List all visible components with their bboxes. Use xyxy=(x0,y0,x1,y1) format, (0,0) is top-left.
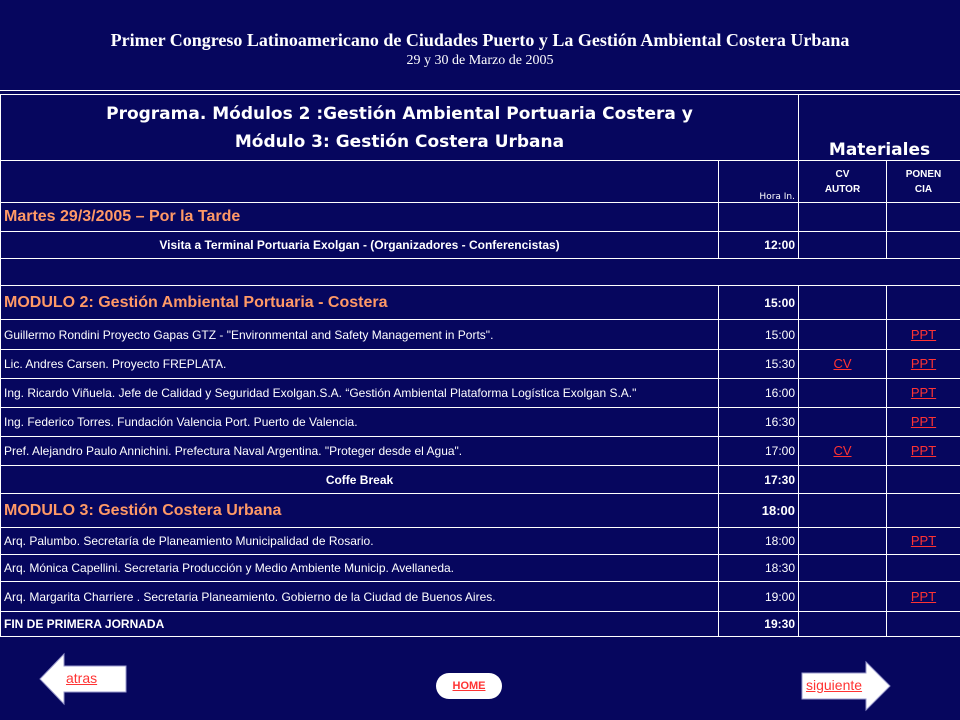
module-row xyxy=(1,494,960,528)
table-row xyxy=(1,555,960,582)
session-time: 16:00 xyxy=(719,379,799,408)
cv-column-header-line1: CV xyxy=(835,168,850,180)
session-time: 17:30 xyxy=(719,466,799,494)
program-heading-line1: Programa. Módulos 2 :Gestión Ambiental Portuaria Costera y xyxy=(106,103,693,124)
empty-cell xyxy=(799,408,887,437)
table-row xyxy=(1,232,960,259)
table-row xyxy=(1,528,960,555)
cv-column-header-line2: AUTOR xyxy=(824,183,861,195)
day-row xyxy=(1,203,960,232)
table-row xyxy=(1,612,960,637)
cv-cell xyxy=(799,350,887,379)
cv-link[interactable]: CV xyxy=(833,443,852,458)
ppt-link[interactable]: PPT xyxy=(910,326,937,342)
empty-cell xyxy=(799,232,887,259)
home-button[interactable]: HOME xyxy=(436,673,502,699)
table-header-row xyxy=(1,95,960,161)
ppt-link[interactable]: PPT xyxy=(910,356,937,371)
conference-title: Primer Congreso Latinoamericano de Ciudades Puerto y La Gestión Ambiental Costera Urbana xyxy=(110,30,850,50)
spacer-cell xyxy=(1,259,960,286)
cv-cell xyxy=(799,437,887,466)
module-3-heading: MODULO 3: Gestión Costera Urbana xyxy=(1,494,719,528)
empty-cell xyxy=(887,612,960,637)
page-header xyxy=(0,0,960,90)
ppt-cell xyxy=(887,528,960,555)
session-time: 18:00 xyxy=(719,528,799,555)
cv-link[interactable]: CV xyxy=(833,356,852,371)
empty-cell xyxy=(887,286,960,320)
program-heading xyxy=(1,95,799,161)
session-time: 15:00 xyxy=(719,286,799,320)
table-subheader-row xyxy=(1,161,960,203)
table-row xyxy=(1,350,960,379)
coffee-break: Coffe Break xyxy=(1,466,719,494)
empty-cell xyxy=(719,203,799,232)
table-row xyxy=(1,582,960,612)
header-divider-top xyxy=(0,90,960,91)
table-row xyxy=(1,408,960,437)
empty-cell xyxy=(799,612,887,637)
session-title: Arq. Palumbo. Secretaría de Planeamiento Municipalidad de Rosario. xyxy=(1,528,719,555)
ppt-cell xyxy=(887,582,960,612)
session-title: Arq. Margarita Charriere . Secretaria Planeamiento. Gobierno de la Ciudad de Buenos Aires. xyxy=(1,582,719,612)
empty-cell xyxy=(799,582,887,612)
table-row xyxy=(1,320,960,350)
ppt-cell xyxy=(887,350,960,379)
conference-dates: 29 y 30 de Marzo de 2005 xyxy=(406,53,554,68)
session-title: Visita a Terminal Portuaria Exolgan - (Organizadores - Conferencistas) xyxy=(1,232,719,259)
program-heading-line2: Módulo 3: Gestión Costera Urbana xyxy=(234,131,565,152)
empty-cell xyxy=(799,286,887,320)
next-link[interactable]: siguiente xyxy=(806,677,863,693)
subheader-blank xyxy=(1,161,719,203)
empty-cell xyxy=(799,203,887,232)
table-row xyxy=(1,379,960,408)
ppt-link[interactable]: PPT xyxy=(910,414,937,429)
table-row xyxy=(1,437,960,466)
session-title: Ing. Federico Torres. Fundación Valencia Port. Puerto de Valencia. xyxy=(1,408,719,437)
ppt-cell xyxy=(887,379,960,408)
ppt-column-header xyxy=(887,161,960,203)
materials-heading: Materiales xyxy=(799,95,960,161)
ppt-column-header-line1: PONEN xyxy=(905,168,942,180)
session-title: Pref. Alejandro Paulo Annichini. Prefectura Naval Argentina. "Proteger desde el Agua". xyxy=(1,437,719,466)
empty-cell xyxy=(799,379,887,408)
ppt-cell xyxy=(887,320,960,350)
ppt-cell xyxy=(887,437,960,466)
session-title: Ing. Ricardo Viñuela. Jefe de Calidad y Seguridad Exolgan.S.A. “Gestión Ambiental Plataforma Logística Exolgan S.A." xyxy=(1,379,719,408)
empty-cell xyxy=(887,494,960,528)
session-time: 16:30 xyxy=(719,408,799,437)
session-time: 15:00 xyxy=(719,320,799,350)
session-title: Lic. Andres Carsen. Proyecto FREPLATA. xyxy=(1,350,719,379)
ppt-link[interactable]: PPT xyxy=(910,385,937,400)
cv-column-header xyxy=(799,161,887,203)
ppt-cell xyxy=(887,408,960,437)
time-column-header: Hora In. xyxy=(719,161,799,203)
empty-cell xyxy=(887,466,960,494)
session-time: 19:30 xyxy=(719,612,799,637)
session-title: Arq. Mónica Capellini. Secretaria Producción y Medio Ambiente Municip. Avellaneda. xyxy=(1,555,719,582)
ppt-column-header-line2: CIA xyxy=(914,183,933,195)
ppt-link[interactable]: PPT xyxy=(910,533,937,548)
end-of-day: FIN DE PRIMERA JORNADA xyxy=(1,612,719,637)
session-time: 15:30 xyxy=(719,350,799,379)
table-row xyxy=(1,466,960,494)
empty-cell xyxy=(799,466,887,494)
empty-cell xyxy=(799,320,887,350)
empty-cell xyxy=(799,555,887,582)
module-2-heading: MODULO 2: Gestión Ambiental Portuaria - Costera xyxy=(1,286,719,320)
day-heading: Martes 29/3/2005 – Por la Tarde xyxy=(1,203,719,232)
session-title: Guillermo Rondini Proyecto Gapas GTZ - "Environmental and Safety Management in Ports". xyxy=(1,320,719,350)
empty-cell xyxy=(887,232,960,259)
empty-cell xyxy=(799,494,887,528)
back-link[interactable]: atras xyxy=(66,670,98,686)
module-row xyxy=(1,286,960,320)
empty-cell xyxy=(799,528,887,555)
empty-cell xyxy=(887,203,960,232)
session-time: 19:00 xyxy=(719,582,799,612)
session-time: 12:00 xyxy=(719,232,799,259)
program-table xyxy=(0,94,960,637)
session-time: 18:00 xyxy=(719,494,799,528)
session-time: 18:30 xyxy=(719,555,799,582)
ppt-link[interactable]: PPT xyxy=(910,588,937,604)
ppt-link[interactable]: PPT xyxy=(910,443,937,458)
spacer-row xyxy=(1,259,960,286)
empty-cell xyxy=(887,555,960,582)
session-time: 17:00 xyxy=(719,437,799,466)
